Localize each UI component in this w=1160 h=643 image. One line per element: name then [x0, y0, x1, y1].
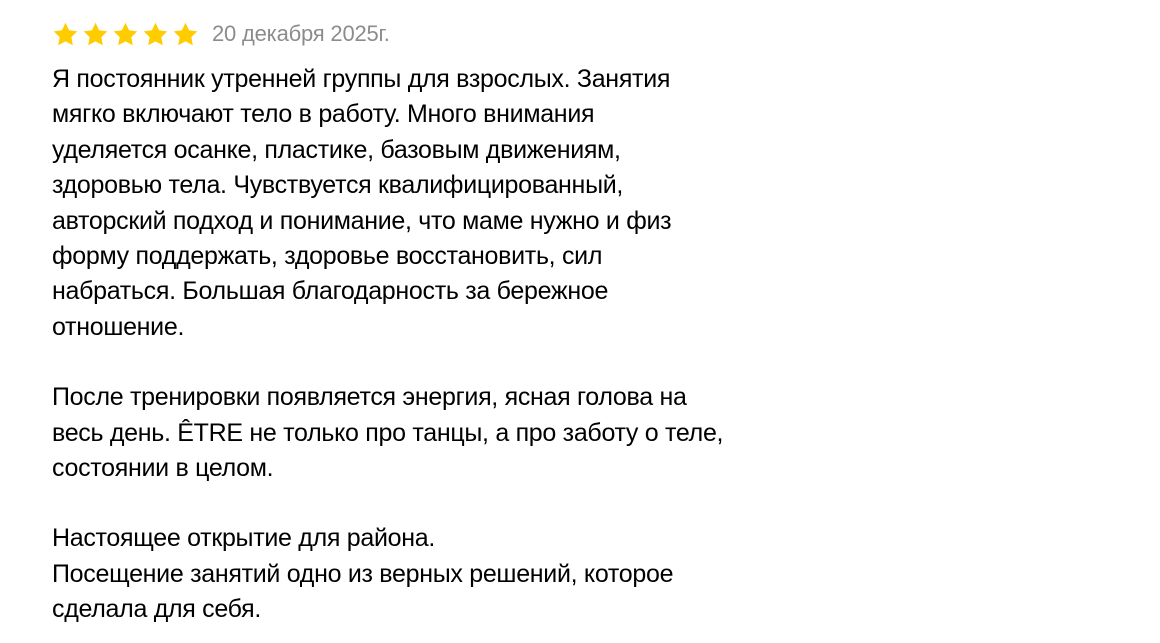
review-text-line: отношение. — [52, 312, 185, 341]
star-icon — [172, 21, 199, 48]
review-card — [52, 14, 1052, 628]
star-rating — [52, 21, 199, 48]
review-header — [52, 14, 1052, 54]
review-text-line: весь день. ÊTRE не только про танцы, а про заботу о теле, — [52, 418, 724, 447]
review-paragraph — [52, 521, 1052, 627]
review-text — [52, 62, 1052, 628]
review-text-line: После тренировки появляется энергия, ясная голова на — [52, 383, 687, 412]
review-text-line: здоровью тела. Чувствуется квалифицированный, — [52, 171, 624, 200]
star-icon — [52, 21, 79, 48]
review-text-line: состоянии в целом. — [52, 454, 274, 483]
review-text-line: мягко включают тело в работу. Много внимания — [52, 100, 595, 129]
review-text-line: набраться. Большая благодарность за бережное — [52, 277, 609, 306]
review-text-line: уделяется осанке, пластике, базовым движениям, — [52, 135, 621, 164]
star-icon — [142, 21, 169, 48]
review-text-line: сделала для себя. — [52, 595, 262, 624]
star-icon — [82, 21, 109, 48]
star-icon — [112, 21, 139, 48]
review-text-line: Посещение занятий одно из верных решений, которое — [52, 559, 674, 588]
review-paragraph — [52, 62, 1052, 345]
review-text-line: Я постоянник утренней группы для взрослых. Занятия — [52, 65, 671, 93]
review-paragraph — [52, 380, 1052, 486]
review-text-line: форму поддержать, здоровье восстановить, сил — [52, 242, 603, 271]
review-date: 20 декабря 2025г. — [212, 21, 390, 46]
review-text-line: авторский подход и понимание, что маме нужно и физ — [52, 206, 672, 235]
review-text-line: Настоящее открытие для района. — [52, 524, 435, 553]
